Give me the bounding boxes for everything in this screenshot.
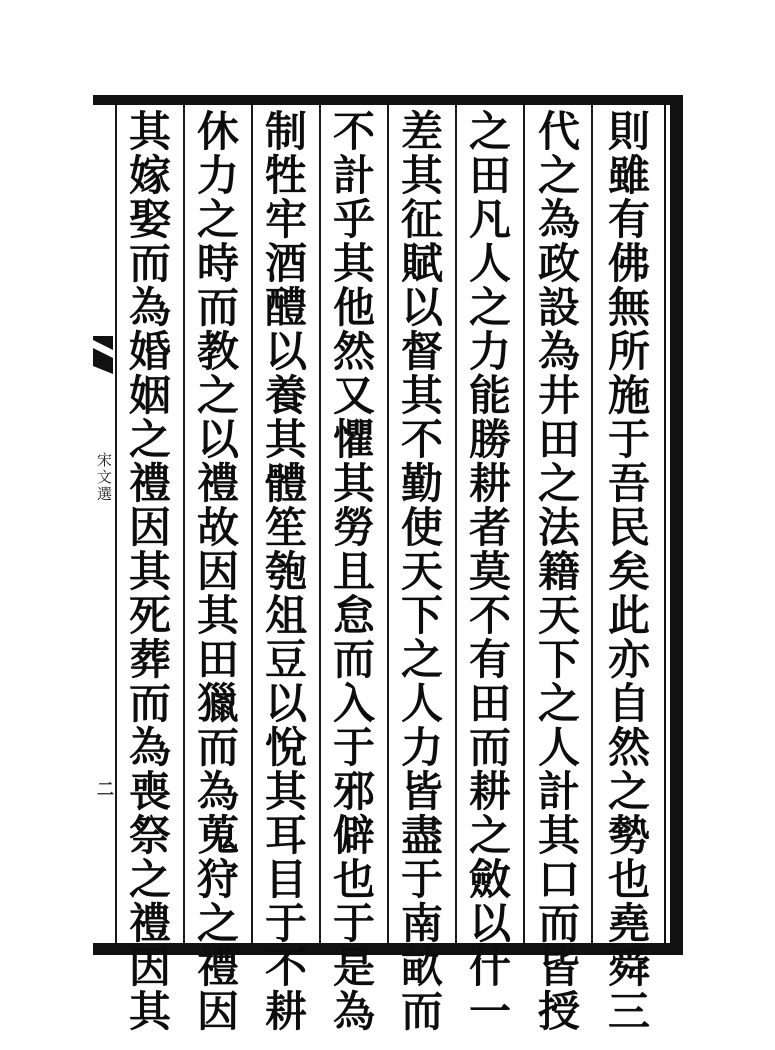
frame-inner-rule: [664, 105, 666, 943]
character: 不: [468, 591, 511, 640]
character: 為: [128, 283, 171, 332]
column-rule: [387, 105, 389, 943]
column-rule: [523, 105, 525, 943]
character: 井: [537, 371, 580, 420]
character: 之: [128, 855, 171, 904]
column-rule: [455, 105, 457, 943]
frame-bottom-rule: [93, 943, 683, 955]
character: 以: [264, 327, 307, 376]
character: 休: [196, 107, 239, 156]
character: 有: [468, 635, 511, 684]
character: 其: [332, 239, 375, 288]
character: 教: [196, 327, 239, 376]
character: 以: [400, 283, 443, 332]
frame-right-rule: [670, 95, 683, 955]
character: 莫: [468, 547, 511, 596]
character: 耳: [264, 811, 307, 860]
character: 征: [400, 195, 443, 244]
character: 悅: [264, 723, 307, 772]
character: 設: [537, 283, 580, 332]
text-column-3: [461, 107, 519, 1036]
character: 時: [196, 239, 239, 288]
character: 無: [607, 283, 650, 332]
character: 吾: [607, 459, 650, 508]
character: 為: [332, 987, 375, 1036]
character: 于: [400, 855, 443, 904]
character: 代: [537, 107, 580, 156]
text-column-4: [393, 107, 451, 1036]
character: 禮: [196, 943, 239, 992]
character: 者: [468, 503, 511, 552]
character: 蒐: [196, 811, 239, 860]
character: 耕: [264, 987, 307, 1036]
character: 力: [400, 723, 443, 772]
character: 口: [537, 855, 580, 904]
character: 能: [468, 371, 511, 420]
character: 姻: [128, 371, 171, 420]
character: 籍: [537, 547, 580, 596]
character: 以: [468, 899, 511, 948]
column-rule: [591, 105, 593, 943]
character: 僻: [332, 811, 375, 860]
character: 差: [400, 107, 443, 156]
column-rule: [115, 105, 117, 943]
character: 佛: [607, 239, 650, 288]
character: 之: [607, 767, 650, 816]
character: 是: [332, 943, 375, 992]
character: 凡: [468, 195, 511, 244]
column-rule: [251, 105, 253, 943]
character: 田: [468, 679, 511, 728]
character: 授: [537, 987, 580, 1036]
character: 婚: [128, 327, 171, 376]
character: 其: [196, 591, 239, 640]
character: 督: [400, 327, 443, 376]
character: 下: [400, 591, 443, 640]
character: 而: [196, 723, 239, 772]
character: 因: [128, 943, 171, 992]
character: 也: [332, 855, 375, 904]
book-title: 宋文選: [95, 452, 113, 503]
character: 不: [400, 415, 443, 464]
character: 而: [400, 987, 443, 1036]
character: 使: [400, 503, 443, 552]
character: 又: [332, 371, 375, 420]
page-number: 二: [93, 780, 113, 797]
frame-top-rule: [93, 95, 683, 105]
character: 勤: [400, 459, 443, 508]
character: 力: [196, 151, 239, 200]
character: 而: [468, 723, 511, 772]
character: 養: [264, 371, 307, 420]
character: 不: [264, 943, 307, 992]
character: 雖: [607, 151, 650, 200]
character: 之: [196, 371, 239, 420]
character: 因: [128, 503, 171, 552]
character: 而: [128, 239, 171, 288]
character: 畝: [400, 943, 443, 992]
character: 牢: [264, 195, 307, 244]
character: 于: [607, 415, 650, 464]
character: 其: [400, 151, 443, 200]
character: 之: [468, 811, 511, 860]
character: 人: [400, 679, 443, 728]
character: 目: [264, 855, 307, 904]
character: 怠: [332, 591, 375, 640]
character: 之: [400, 635, 443, 684]
character: 其: [128, 107, 171, 156]
character: 田: [537, 415, 580, 464]
column-rule: [319, 105, 321, 943]
character: 于: [264, 899, 307, 948]
character: 他: [332, 283, 375, 332]
character: 以: [264, 679, 307, 728]
character: 禮: [196, 459, 239, 508]
character: 之: [468, 107, 511, 156]
character: 矣: [607, 547, 650, 596]
character: 其: [537, 811, 580, 860]
text-column-6: [257, 107, 315, 1036]
text-column-8: [121, 107, 179, 1036]
text-column-2: [530, 107, 588, 1036]
character: 其: [332, 459, 375, 508]
character: 人: [537, 723, 580, 772]
character: 葬: [128, 635, 171, 684]
character: 匏: [264, 547, 307, 596]
character: 乎: [332, 195, 375, 244]
character: 制: [264, 107, 307, 156]
character: 之: [196, 899, 239, 948]
character: 于: [332, 723, 375, 772]
character: 力: [468, 327, 511, 376]
character: 為: [128, 723, 171, 772]
character: 法: [537, 503, 580, 552]
character: 天: [537, 591, 580, 640]
character: 耕: [468, 767, 511, 816]
character: 之: [196, 195, 239, 244]
character: 盡: [400, 811, 443, 860]
fold-strip: [93, 105, 115, 943]
character: 計: [537, 767, 580, 816]
character: 自: [607, 679, 650, 728]
character: 其: [400, 371, 443, 420]
character: 以: [196, 415, 239, 464]
character: 禮: [128, 899, 171, 948]
character: 則: [607, 107, 650, 156]
column-rule: [183, 105, 185, 943]
character: 之: [468, 283, 511, 332]
character: 邪: [332, 767, 375, 816]
character: 因: [196, 547, 239, 596]
character: 此: [607, 591, 650, 640]
character: 入: [332, 679, 375, 728]
character: 而: [537, 899, 580, 948]
character: 為: [537, 195, 580, 244]
character: 喪: [128, 767, 171, 816]
character: 堯: [607, 899, 650, 948]
character: 而: [332, 635, 375, 684]
character: 田: [196, 635, 239, 684]
character: 于: [332, 899, 375, 948]
character: 其: [128, 987, 171, 1036]
character: 之: [128, 415, 171, 464]
character: 因: [196, 987, 239, 1036]
character: 亦: [607, 635, 650, 684]
character: 狩: [196, 855, 239, 904]
character: 人: [468, 239, 511, 288]
character: 賦: [400, 239, 443, 288]
text-column-7: [189, 107, 247, 1036]
character: 嫁: [128, 151, 171, 200]
character: 酒: [264, 239, 307, 288]
character: 皆: [537, 943, 580, 992]
character: 其: [264, 415, 307, 464]
character: 為: [537, 327, 580, 376]
character: 下: [537, 635, 580, 684]
character: 獵: [196, 679, 239, 728]
character: 禮: [128, 459, 171, 508]
character: 斂: [468, 855, 511, 904]
character: 之: [537, 459, 580, 508]
character: 皆: [400, 767, 443, 816]
character: 田: [468, 151, 511, 200]
character: 祭: [128, 811, 171, 860]
character: 之: [537, 679, 580, 728]
character: 民: [607, 503, 650, 552]
character: 然: [607, 723, 650, 772]
text-column-1: [600, 107, 658, 1036]
character: 其: [128, 547, 171, 596]
character: 耕: [468, 459, 511, 508]
character: 勢: [607, 811, 650, 860]
character: 天: [400, 547, 443, 596]
character: 勝: [468, 415, 511, 464]
character: 牲: [264, 151, 307, 200]
character: 醴: [264, 283, 307, 332]
character: 豆: [264, 635, 307, 684]
character: 而: [128, 679, 171, 728]
character: 也: [607, 855, 650, 904]
character: 有: [607, 195, 650, 244]
character: 不: [332, 107, 375, 156]
character: 故: [196, 503, 239, 552]
character: 為: [196, 767, 239, 816]
character: 而: [196, 283, 239, 332]
fishtail-mark-icon: [93, 336, 113, 374]
character: 俎: [264, 591, 307, 640]
character: 施: [607, 371, 650, 420]
character: 笙: [264, 503, 307, 552]
character: 一: [468, 987, 511, 1036]
character: 所: [607, 327, 650, 376]
character: 什: [468, 943, 511, 992]
character: 然: [332, 327, 375, 376]
character: 舜: [607, 943, 650, 992]
character: 南: [400, 899, 443, 948]
character: 計: [332, 151, 375, 200]
character: 懼: [332, 415, 375, 464]
text-column-5: [325, 107, 383, 1036]
character: 娶: [128, 195, 171, 244]
character: 且: [332, 547, 375, 596]
character: 死: [128, 591, 171, 640]
character: 政: [537, 239, 580, 288]
character: 之: [537, 151, 580, 200]
character: 其: [264, 767, 307, 816]
character: 體: [264, 459, 307, 508]
character: 勞: [332, 503, 375, 552]
character: 三: [607, 987, 650, 1036]
